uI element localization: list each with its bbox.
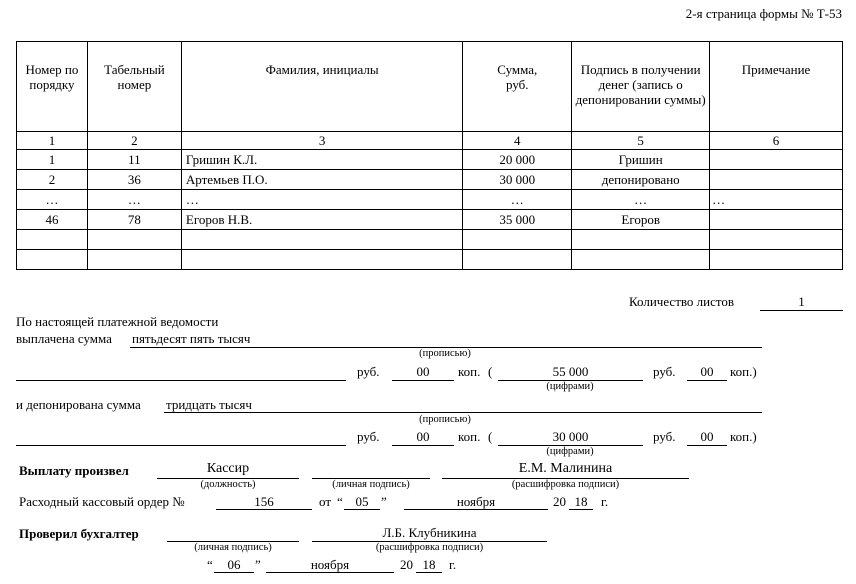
column-number: 3 — [181, 132, 462, 150]
paid-kop-value: 00 — [416, 364, 430, 379]
deposited-words: тридцать тысяч — [166, 397, 252, 412]
cell-signature: Егоров — [572, 210, 710, 230]
paid-digits-caption: (цифрами) — [546, 381, 594, 392]
cell-note — [710, 250, 843, 270]
cell-order — [17, 250, 88, 270]
deposited-kop2-underline — [687, 445, 727, 446]
paid-digits: 55 000 — [552, 364, 589, 379]
deposited-label: и депонирована сумма — [16, 397, 141, 412]
cell-tab: … — [87, 190, 181, 210]
cell-tab — [87, 250, 181, 270]
checker-signature-caption: (личная подпись) — [194, 542, 272, 553]
cell-name: Гришин К.Л. — [181, 150, 462, 170]
column-number-row — [17, 132, 843, 150]
payer-name-caption: (расшифровка подписи) — [511, 479, 620, 490]
order-month: ноября — [456, 494, 496, 509]
paid-kop2-value: 00 — [700, 364, 714, 379]
deposited-words-underline — [164, 412, 762, 413]
paid-words-cont-underline — [16, 380, 346, 381]
deposited-digits: 30 000 — [552, 429, 589, 444]
table-row — [17, 230, 843, 250]
deposited-rub-label: руб. — [357, 429, 380, 444]
paid-rub2-label: руб. — [653, 364, 676, 379]
cell-name — [181, 250, 462, 270]
form-caption: 2-я страница формы № Т-53 — [685, 6, 842, 21]
cell-signature: … — [572, 190, 710, 210]
cell-tab: 36 — [87, 170, 181, 190]
payer-name: Е.М. Малинина — [518, 461, 613, 476]
checker-name: Л.Б. Клубникина — [382, 525, 477, 540]
column-number: 1 — [17, 132, 88, 150]
header-amount: Сумма, руб. — [463, 42, 572, 132]
checker-quote-close: ” — [255, 557, 261, 572]
cell-name: Артемьев П.О. — [181, 170, 462, 190]
checker-name-caption: (расшифровка подписи) — [375, 542, 484, 553]
cell-note — [710, 210, 843, 230]
deposited-words-caption: (прописью) — [419, 414, 471, 425]
cell-name: … — [181, 190, 462, 210]
checker-year-suffix: г. — [449, 557, 457, 572]
checker-label: Проверил бухгалтер — [19, 526, 139, 541]
cell-order — [17, 230, 88, 250]
order-year-prefix: 20 — [553, 494, 566, 509]
payer-position-caption: (должность) — [200, 479, 256, 490]
paid-rub-label: руб. — [357, 364, 380, 379]
cell-tab — [87, 230, 181, 250]
header-tab-number: Табельный номер — [87, 42, 181, 132]
order-year: 18 — [574, 494, 588, 509]
payer-signature-caption: (личная подпись) — [332, 479, 410, 490]
deposited-kop-underline — [392, 445, 454, 446]
checker-day: 06 — [227, 557, 241, 572]
cell-order: 2 — [17, 170, 88, 190]
deposited-kop-value: 00 — [416, 429, 430, 444]
order-quote-open: “ — [337, 494, 343, 509]
header-signature: Подпись в получении денег (запись о депонировании суммы) — [572, 42, 710, 132]
cell-note — [710, 170, 843, 190]
order-quote-close: ” — [381, 494, 387, 509]
cell-amount: 35 000 — [463, 210, 572, 230]
checker-year: 18 — [422, 557, 436, 572]
column-number: 2 — [87, 132, 181, 150]
table-row — [17, 150, 843, 170]
cell-signature — [572, 250, 710, 270]
paid-words: пятьдесят пять тысяч — [132, 331, 251, 346]
header-name: Фамилия, инициалы — [181, 42, 462, 132]
paid-kop-label: коп. — [458, 364, 481, 379]
deposited-kop2-label: коп.) — [730, 429, 757, 444]
payroll-table — [16, 41, 843, 270]
cell-note: … — [710, 190, 843, 210]
column-number: 6 — [710, 132, 843, 150]
table-row — [17, 210, 843, 230]
cell-tab: 11 — [87, 150, 181, 170]
cell-order: … — [17, 190, 88, 210]
cell-tab: 78 — [87, 210, 181, 230]
cell-name — [181, 230, 462, 250]
deposited-open-paren: ( — [488, 429, 493, 444]
deposited-rub2-label: руб. — [653, 429, 676, 444]
cell-note — [710, 150, 843, 170]
paid-intro: По настоящей платежной ведомости — [16, 314, 219, 329]
payer-position: Кассир — [206, 461, 250, 476]
table-row — [17, 250, 843, 270]
paid-kop2-underline — [687, 380, 727, 381]
cell-signature: депонировано — [572, 170, 710, 190]
cell-order: 1 — [17, 150, 88, 170]
cell-amount: … — [463, 190, 572, 210]
deposited-digits-caption: (цифрами) — [546, 446, 594, 457]
order-label: Расходный кассовый ордер № — [19, 494, 185, 509]
table-row — [17, 170, 843, 190]
payer-label: Выплату произвел — [19, 463, 129, 478]
order-from-label: от — [319, 494, 332, 509]
cell-order: 46 — [17, 210, 88, 230]
paid-kop-underline — [392, 380, 454, 381]
cell-name: Егоров Н.В. — [181, 210, 462, 230]
paid-words-caption: (прописью) — [419, 348, 471, 359]
cell-amount: 30 000 — [463, 170, 572, 190]
cell-note — [710, 230, 843, 250]
deposited-words-cont-underline — [16, 445, 346, 446]
order-year-suffix: г. — [601, 494, 609, 509]
paid-open-paren: ( — [488, 364, 493, 379]
sheets-underline — [760, 310, 843, 311]
sheets-value: 1 — [798, 294, 805, 309]
paid-kop2-label: коп.) — [730, 364, 757, 379]
checker-year-prefix: 20 — [400, 557, 413, 572]
paid-label: выплачена сумма — [16, 331, 112, 346]
cell-signature: Гришин — [572, 150, 710, 170]
deposited-kop-label: коп. — [458, 429, 481, 444]
cell-amount — [463, 230, 572, 250]
table-header-row — [17, 42, 843, 132]
header-order-number: Номер по порядку — [17, 42, 88, 132]
checker-month: ноября — [310, 557, 350, 572]
cell-amount — [463, 250, 572, 270]
column-number: 4 — [463, 132, 572, 150]
order-day: 05 — [355, 494, 369, 509]
cell-signature — [572, 230, 710, 250]
order-number: 156 — [254, 494, 274, 509]
sheets-label: Количество листов — [629, 294, 735, 309]
header-note: Примечание — [710, 42, 843, 132]
cell-amount: 20 000 — [463, 150, 572, 170]
table-row — [17, 190, 843, 210]
checker-quote-open: “ — [207, 557, 213, 572]
column-number: 5 — [572, 132, 710, 150]
deposited-kop2-value: 00 — [700, 429, 714, 444]
